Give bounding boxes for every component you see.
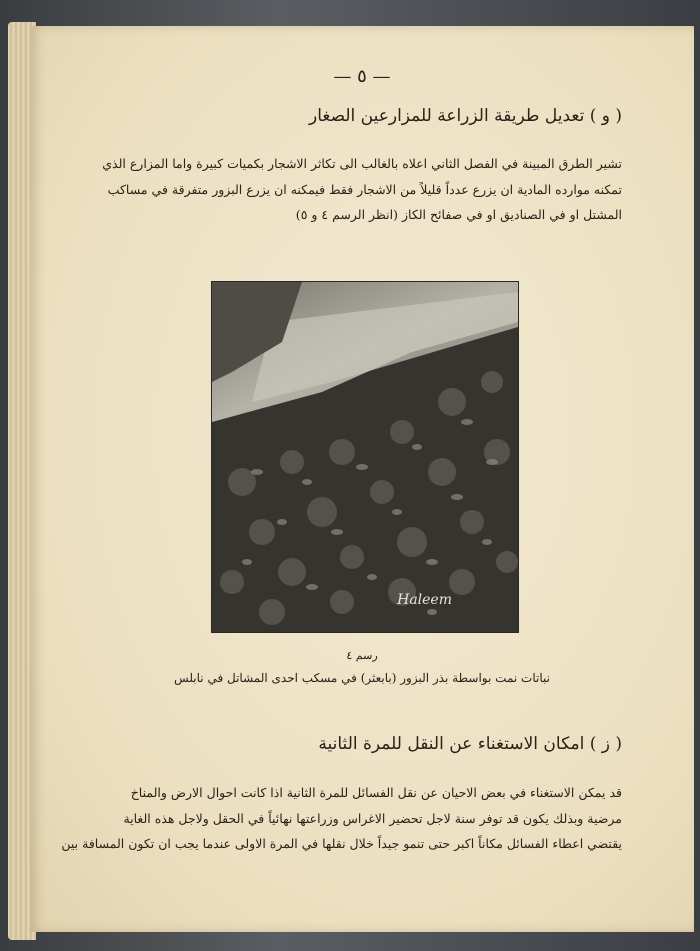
paragraph-line: المشتل او في الصناديق او في صفائح الكاز (انظر الرسم ٤ و ٥) (295, 207, 622, 222)
page-number: — ٥ — (333, 66, 391, 87)
figure-caption: نباتات نمت بواسطة بذر البزور (بابعثر) في مسكب احدى المشاتل في نابلس (174, 671, 550, 685)
seedling-photo (212, 282, 518, 632)
paragraph-line: قد يمكن الاستغناء في بعض الاحيان عن نقل الفسائل للمرة الثانية اذا كانت احوال الارض والمناخ (130, 785, 622, 800)
paragraph-line: تشير الطرق المبينة في الفصل الثاني اعلاه بالغالب الى تكاثر الاشجار بكميات كبيرة واما المزارع الذي (102, 156, 622, 171)
section-paragraph-zay (61, 780, 622, 857)
section-heading-zay: ( ز ) امكان الاستغناء عن النقل للمرة الثانية (318, 734, 622, 754)
photographer-signature: Haleem (397, 592, 452, 608)
paragraph-line: يقتضي اعطاء الفسائل مكاناً اكبر حتى تنمو جيداً خلال نقلها في المرة الاولى عندما يجب ان تكون المسافة بين (61, 836, 622, 851)
figure-label: رسم ٤ (346, 649, 378, 662)
section-heading-waw: ( و ) تعديل طريقة الزراعة للمزارعين الصغار (309, 106, 622, 126)
section-paragraph-waw (102, 151, 622, 228)
paragraph-line: مرضية وبذلك يكون قد توفر سنة لاجل تحضير الاغراس وزراعتها نهائياً في الحقل ولاجل هذه الغاية (123, 810, 622, 826)
paragraph-line: تمكنه موارده المادية ان يزرع عدداً قليلاً من الاشجار فقط فيمكنه ان يزرع البزور متفرقة في مساكب (107, 181, 622, 197)
book-page (30, 26, 694, 932)
